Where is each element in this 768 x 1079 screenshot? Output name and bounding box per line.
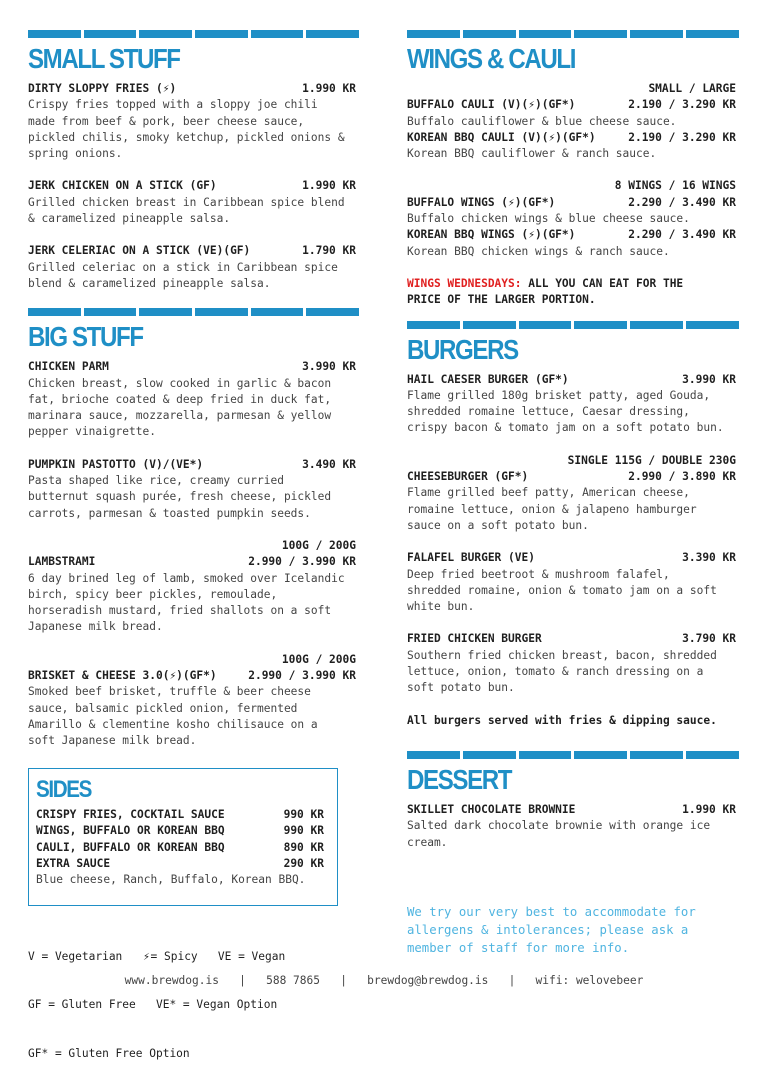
item-name: FALAFEL BURGER (VE)	[407, 551, 535, 565]
item-name: CHICKEN PARM	[28, 360, 109, 374]
item-name: BUFFALO WINGS (⚡)(GF*)	[407, 195, 556, 209]
item-price: 2.190 / 3.290 KR	[628, 130, 736, 144]
item-price: 2.290 / 3.490 KR	[628, 195, 736, 209]
item-price: 2.990 / 3.990 KR	[248, 555, 356, 569]
item-description: Flame grilled 180g brisket patty, aged Gouda, shredded romaine lettuce, Caesar dressing, crispy bacon & tomato jam on a soft potato bun.	[407, 388, 724, 435]
wing-sizes: 8 WINGS / 16 WINGS	[614, 179, 736, 193]
item-name: HAIL CAESER BURGER (GF*)	[407, 372, 569, 386]
menu-item	[28, 359, 359, 440]
allergen-note: We try our very best to accommodate for allergens & intolerances; please ask a member of staff for more info.	[407, 905, 696, 955]
item-name: DIRTY SLOPPY FRIES (⚡)	[28, 82, 177, 95]
item-description: Pasta shaped like rice, creamy curried butternut squash purée, fresh cheese, pickled carrots, parmesan & toasted pumpkin seeds.	[28, 474, 332, 520]
menu-item	[28, 178, 359, 227]
menu-item	[28, 243, 359, 292]
item-price: 3.390 KR	[682, 551, 736, 565]
item-sizes: 100G / 200G	[281, 652, 356, 666]
item-description: Grilled celeriac on a stick in Caribbean spice blend & caramelized pineapple salsa.	[28, 260, 338, 290]
item-name: CHEESEBURGER (GF*)	[407, 470, 529, 484]
spicy-bolt-icon: ⚡	[143, 949, 150, 963]
menu-item	[407, 802, 739, 851]
item-name: JERK CELERIAC ON A STICK (VE)(GF)	[28, 244, 251, 258]
burgers-note: All burgers served with fries & dipping sauce.	[407, 713, 717, 727]
section-divider	[28, 308, 359, 316]
contact-footer: www.brewdog.is | 588 7865 | brewdog@brewdog.is | wifi: welovebeer	[124, 974, 644, 987]
section-title-burgers: BURGERS	[407, 333, 518, 365]
menu-item	[28, 81, 359, 162]
item-name: SKILLET CHOCOLATE BROWNIE	[407, 802, 576, 816]
item-description: Deep fried beetroot & mushroom falafel, shredded romaine, onion & tomato jam on a soft white bun.	[407, 567, 717, 614]
item-description: Buffalo cauliflower & blue cheese sauce.	[407, 114, 677, 128]
section-divider	[407, 321, 739, 329]
menu-item	[28, 538, 359, 636]
item-description: Chicken breast, slow cooked in garlic & bacon fat, brioche coated & deep fried in duck fat, marinara sauce, mozzarella, parmesan & yellow pepper vinaigrette.	[28, 376, 332, 439]
menu-item	[407, 372, 739, 437]
menu-item	[407, 550, 739, 615]
side-item: WINGS, BUFFALO OR KOREAN BBQ 990 KR	[36, 824, 324, 838]
item-name: BRISKET & CHEESE 3.0(⚡)(GF*)	[28, 669, 217, 683]
right-column	[407, 30, 739, 867]
item-name: KOREAN BBQ WINGS (⚡)(GF*)	[407, 228, 576, 242]
item-name: BUFFALO CAULI (V)(⚡)(GF*)	[407, 98, 576, 112]
item-price: 1.990 KR	[302, 179, 356, 193]
dietary-legend: V = Vegetarian ⚡= Spicy VE = Vegan GF = Gluten Free VE* = Vegan Option GF* = Gluten Free Option	[28, 949, 286, 1061]
section-title-sides: SIDES	[36, 776, 92, 803]
item-description: Crispy fries topped with a sloppy joe chili made from beef & pork, beer cheese sauce, pickled chilis, smoky ketchup, pickled onions & spring onions.	[28, 98, 345, 161]
left-column	[28, 30, 359, 766]
item-description: Grilled chicken breast in Caribbean spice blend & caramelized pineapple salsa.	[28, 195, 345, 226]
item-description: Southern fried chicken breast, bacon, shredded lettuce, onion, tomato & ranch dressing on a soft potato bun.	[407, 648, 717, 695]
item-description: Buffalo chicken wings & blue cheese sauce.	[407, 212, 690, 226]
item-price: 3.990 KR	[682, 372, 736, 386]
menu-item	[28, 652, 359, 750]
sides-box	[28, 768, 338, 906]
item-price: 1.790 KR	[302, 244, 356, 258]
sides-sauce-note: Blue cheese, Ranch, Buffalo, Korean BBQ.	[36, 873, 306, 887]
item-price: 1.990 KR	[302, 82, 356, 95]
menu-item	[28, 457, 359, 522]
item-description: Korean BBQ chicken wings & ranch sauce.	[407, 244, 670, 258]
side-item: EXTRA SAUCE 290 KR	[36, 856, 324, 870]
item-sizes: 100G / 200G	[281, 538, 356, 552]
wings-wednesday-promo: WINGS WEDNESDAYS: ALL YOU CAN EAT FOR THE PRICE OF THE LARGER PORTION.	[407, 276, 684, 307]
cauli-sizes: SMALL / LARGE	[648, 82, 736, 95]
item-price: 3.490 KR	[302, 457, 356, 471]
item-price: 3.790 KR	[682, 632, 736, 646]
item-price: 3.990 KR	[302, 360, 356, 374]
side-item: CAULI, BUFFALO OR KOREAN BBQ 890 KR	[36, 840, 324, 854]
item-name: FRIED CHICKEN BURGER	[407, 632, 542, 646]
item-description: Korean BBQ cauliflower & ranch sauce.	[407, 147, 657, 161]
item-description: Smoked beef brisket, truffle & beer cheese sauce, balsamic pickled onion, fermented Amarillo & clementine kosho chilisauce on a soft Japanese milk bread.	[28, 685, 318, 748]
section-title-dessert: DESSERT	[407, 763, 512, 795]
item-price: 2.990 / 3.890 KR	[628, 470, 736, 484]
item-description: Flame grilled beef patty, American cheese, romaine lettuce, onion & jalapeno hamburger sauce on a soft potato bun.	[407, 486, 697, 532]
item-price: 2.990 / 3.990 KR	[248, 669, 356, 683]
section-divider	[407, 751, 739, 759]
item-price: 2.290 / 3.490 KR	[628, 228, 736, 242]
item-description: 6 day brined leg of lamb, smoked over Icelandic birch, spicy beer pickles, remoulade, horseradish mustard, fried shallots on a soft Japanese milk bread.	[28, 571, 345, 634]
item-name: PUMPKIN PASTOTTO (V)/(VE*)	[28, 457, 204, 471]
side-item: CRISPY FRIES, COCKTAIL SAUCE 990 KR	[36, 808, 324, 821]
item-sizes: SINGLE 115G / DOUBLE 230G	[567, 453, 736, 467]
item-name: KOREAN BBQ CAULI (V)(⚡)(GF*)	[407, 130, 596, 144]
section-divider	[28, 30, 359, 38]
section-title-big-stuff: BIG STUFF	[28, 321, 143, 353]
menu-item	[407, 631, 739, 696]
menu-item	[407, 453, 739, 534]
section-title-wings-cauli: WINGS & CAULI	[407, 43, 576, 74]
section-divider	[407, 30, 739, 38]
section-title-small-stuff: SMALL STUFF	[28, 43, 180, 74]
item-name: JERK CHICKEN ON A STICK (GF)	[28, 179, 217, 193]
item-name: LAMBSTRAMI	[28, 555, 96, 569]
item-description: Salted dark chocolate brownie with orange ice cream.	[407, 819, 711, 849]
item-price: 1.990 KR	[682, 802, 736, 816]
item-price: 2.190 / 3.290 KR	[628, 98, 736, 112]
